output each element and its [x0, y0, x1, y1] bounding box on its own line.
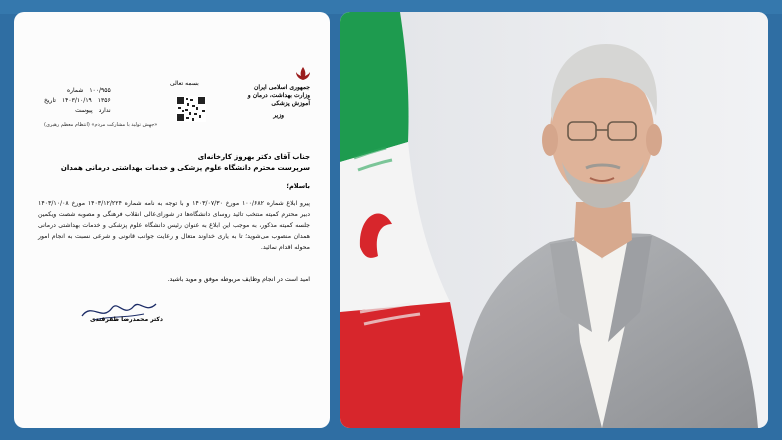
greeting: باسلام؛ [286, 182, 310, 190]
date-value: ۱۴۰۳/۱۰/۱۹ [61, 97, 92, 104]
code-value: ۱۳۵۶ [97, 97, 111, 104]
iran-emblem-icon [294, 66, 312, 82]
attachment-label: پیوست [75, 107, 93, 114]
signer-name: دکتر محمدرضا ظفرقندی [90, 316, 164, 323]
ministry-line-2: وزارت بهداشت، درمان و آموزش پزشکی [247, 92, 310, 107]
appointment-letter-panel [14, 12, 330, 428]
recipient-block [40, 152, 310, 174]
portrait-photo [340, 12, 768, 428]
recipient-name: جناب آقای دکتر بهروز کارخانه‌ای [197, 153, 310, 161]
minister-label: وزیر [273, 112, 284, 119]
number-value: ۱۰۰/۹۵۵ [89, 87, 111, 94]
letter-body: پیرو ابلاغ شماره ۱۰۰/۶۸۲ مورخ ۱۴۰۳/۰۷/۳۰ و با توجه به نامه شماره ۱۴۰۳/۱۲/۲۲۴ مورخ ۱۴۰۳/۱۰/۰۸ دبیر محترم کمیته منتخب تائید روسای دانشگاه‌ها در شورای‌عالی انقلاب فرهنگی و مصوبه شصت ویکمین جلسه کمیته مذکور، به موجب این ابلاغ به عنوان رئیس دانشگاه علوم پزشکی و خدمات بهداشتی درمانی همدان منصوب می‌شوید؛ تا به یاری خداوند متعال و رعایت جوانب قانونی و شرعی نسبت به انجام امور محوله اقدام نمائید. [38, 200, 310, 251]
portrait-photo-panel [340, 12, 768, 428]
ministry-heading [240, 84, 310, 108]
recipient-title: سرپرست محترم دانشگاه علوم پزشکی و خدمات بهداشتی درمانی همدان [60, 164, 310, 172]
letter-closing: امید است در انجام وظایف مربوطه موفق و موید باشید. [167, 276, 310, 283]
number-label: شماره [66, 87, 84, 94]
bismillah: بسمه تعالی [170, 80, 199, 87]
date-label: تاریخ [44, 97, 56, 104]
slogan-note: «جهش تولید با مشارکت مردم» (انتظام معظم رهبری) [44, 122, 158, 128]
ministry-line-1: جمهوری اسلامی ایران [253, 84, 310, 91]
letter-meta [44, 86, 111, 116]
attachment-value: ندارد [98, 107, 111, 114]
qr-code-icon [176, 96, 206, 122]
